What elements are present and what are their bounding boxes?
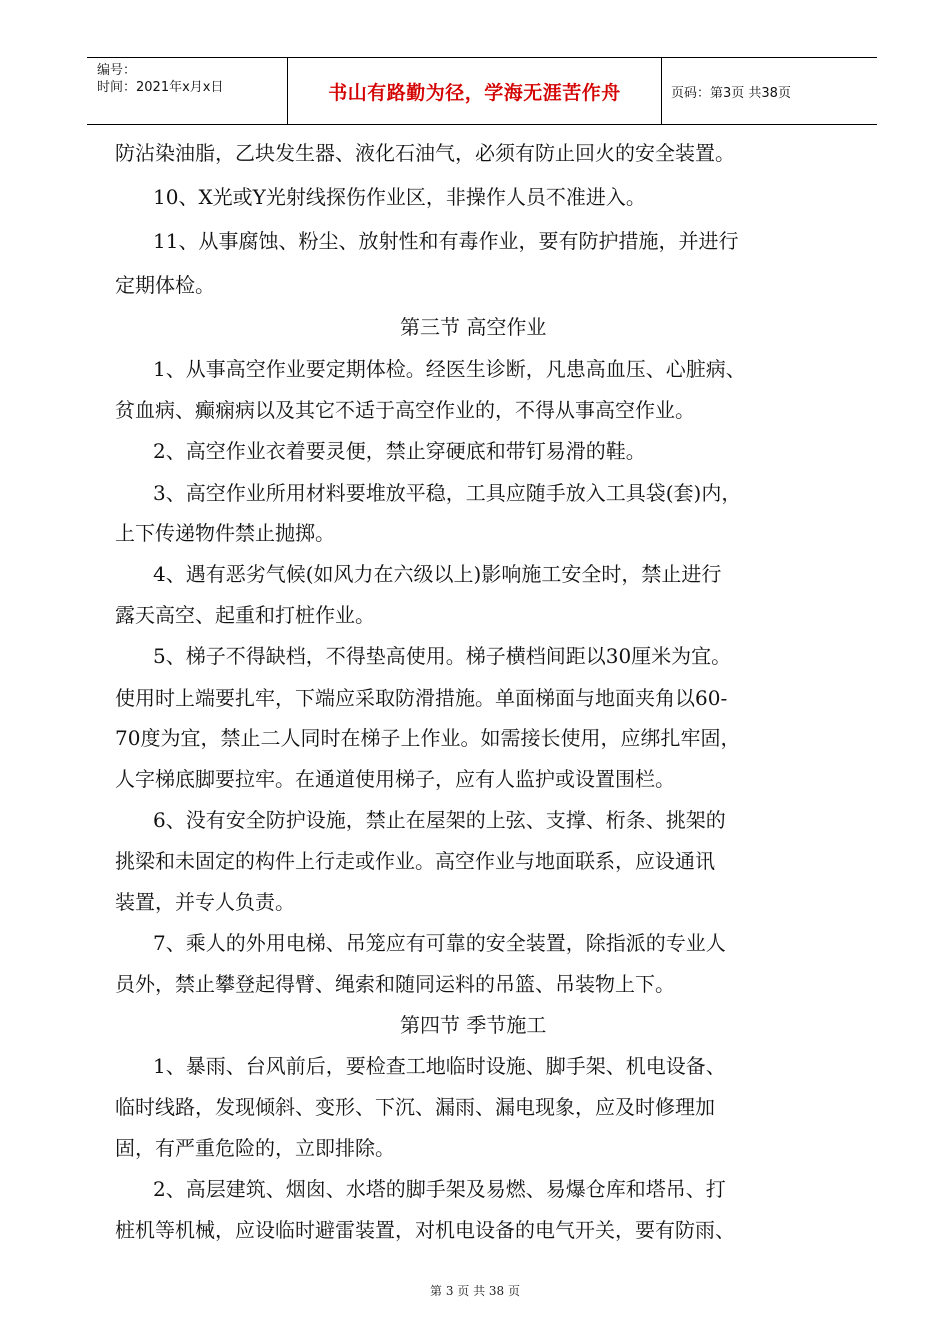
header-meta <box>97 62 223 96</box>
body-line: 贫血病、癫痫病以及其它不适于高空作业的，不得从事高空作业。 <box>115 398 695 422</box>
body-line: 上下传递物件禁止抛掷。 <box>115 521 335 545</box>
body-line: 2、高空作业衣着要灵便，禁止穿硬底和带钉易滑的鞋。 <box>153 439 646 463</box>
body-line: 70度为宜，禁止二人同时在梯子上作业。如需接长使用，应绑扎牢固， <box>115 726 741 750</box>
body-line: 员外，禁止攀登起得臂、绳索和随同运料的吊篮、吊装物上下。 <box>115 972 675 996</box>
body-line: 10、X光或Y光射线探伤作业区，非操作人员不准进入。 <box>153 185 646 209</box>
body-line: 装置，并专人负责。 <box>115 890 295 914</box>
body-line: 使用时上端要扎牢，下端应采取防滑措施。单面梯面与地面夹角以60- <box>115 686 728 710</box>
body-line: 2、高层建筑、烟囱、水塔的脚手架及易燃、易爆仓库和塔吊、打 <box>153 1177 726 1201</box>
header-page-label: 页码：第3页 共38页 <box>671 86 791 101</box>
body-line: 挑梁和未固定的构件上行走或作业。高空作业与地面联系，应设通讯 <box>115 849 715 873</box>
body-line: 固，有严重危险的，立即排除。 <box>115 1136 395 1160</box>
body-line: 11、从事腐蚀、粉尘、放射性和有毒作业，要有防护措施，并进行 <box>153 229 739 253</box>
page-footer: 第 3 页 共 38 页 <box>430 1284 520 1298</box>
body-line: 临时线路，发现倾斜、变形、下沉、漏雨、漏电现象，应及时修理加 <box>115 1095 715 1119</box>
body-line: 7、乘人的外用电梯、吊笼应有可靠的安全装置，除指派的专业人 <box>153 931 726 955</box>
body-line: 3、高空作业所用材料要堆放平稳，工具应随手放入工具袋(套)内， <box>153 481 742 505</box>
header-motto: 书山有路勤为径，学海无涯苦作舟 <box>328 82 621 104</box>
body-line: 人字梯底脚要拉牢。在通道使用梯子，应有人监护或设置围栏。 <box>115 767 675 791</box>
header-time-label: 时间：2021年x月x日 <box>97 80 224 95</box>
body-line: 6、没有安全防护设施，禁止在屋架的上弦、支撑、桁条、挑架的 <box>153 808 726 832</box>
body-line: 桩机等机械，应设临时避雷装置，对机电设备的电气开关，要有防雨、 <box>115 1218 735 1242</box>
page-header <box>87 57 877 125</box>
body-line: 1、从事高空作业要定期体检。经医生诊断，凡患高血压、心脏病、 <box>153 357 746 381</box>
section-heading: 第四节 季节施工 <box>400 1013 547 1037</box>
body-line: 5、梯子不得缺档，不得垫高使用。梯子横档间距以30厘米为宜。 <box>153 644 732 668</box>
body-line: 1、暴雨、台风前后，要检查工地临时设施、脚手架、机电设备、 <box>153 1054 726 1078</box>
body-line: 4、遇有恶劣气候(如风力在六级以上)影响施工安全时，禁止进行 <box>153 562 722 586</box>
section-heading: 第三节 高空作业 <box>400 315 547 339</box>
header-number-label: 编号： <box>97 63 137 78</box>
body-line: 露天高空、起重和打桩作业。 <box>115 603 375 627</box>
body-line: 定期体检。 <box>115 273 215 297</box>
body-line: 防沾染油脂，乙块发生器、液化石油气，必须有防止回火的安全装置。 <box>115 141 735 165</box>
header-divider <box>661 58 662 125</box>
